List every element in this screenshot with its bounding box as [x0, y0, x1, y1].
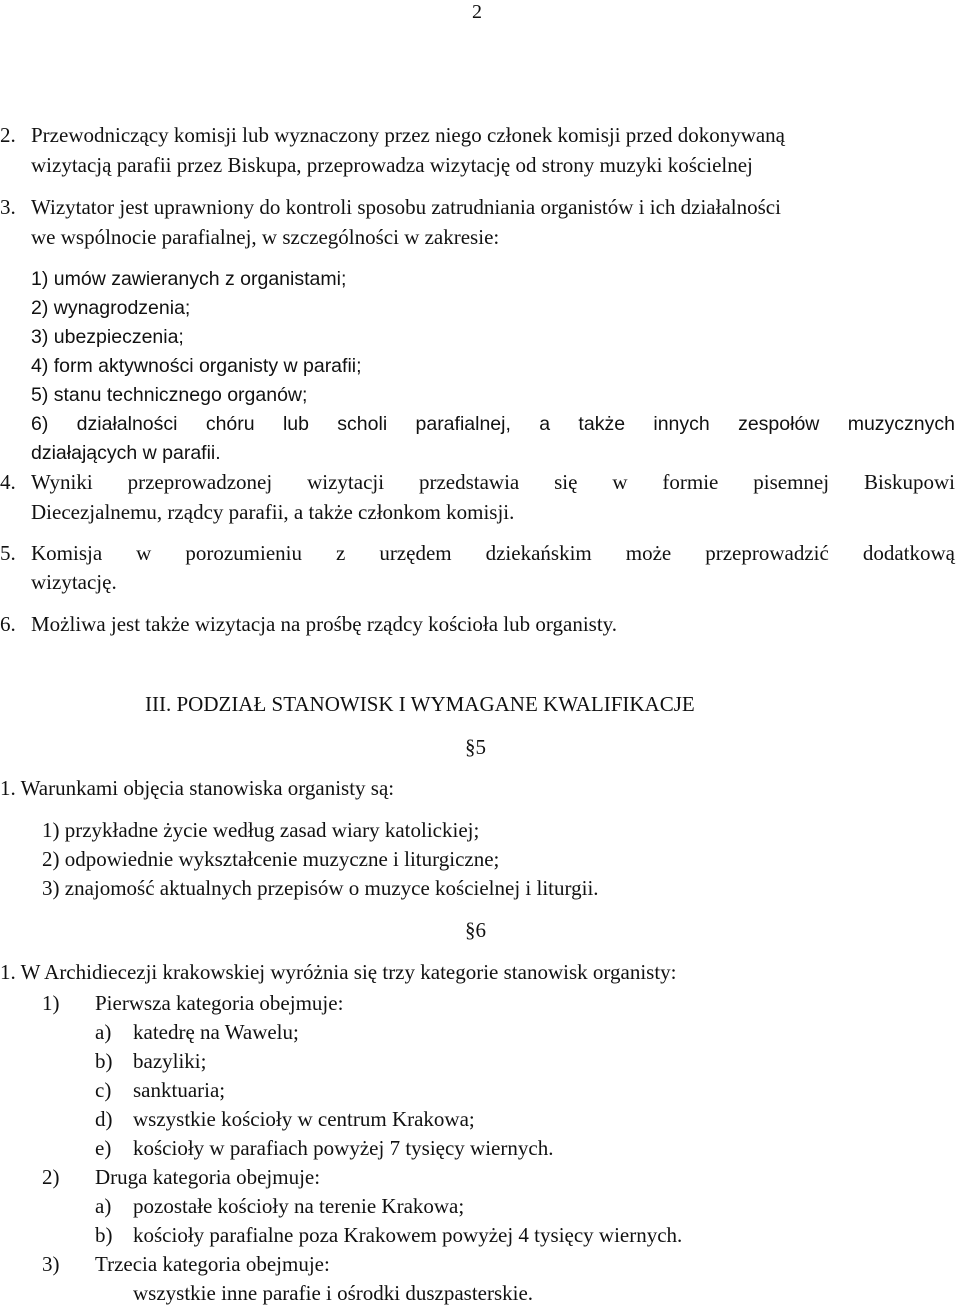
- section-3-item-2: 2) wynagrodzenia;: [31, 297, 191, 319]
- paragraph-5-intro: 1. Warunkami objęcia stanowiska organisty są:: [0, 776, 395, 800]
- category-1-item-text: katedrę na Wawelu;: [133, 1020, 299, 1044]
- section-3-item-6-continued: działających w parafii.: [31, 442, 221, 464]
- category-1-item-text: sanktuaria;: [133, 1078, 226, 1102]
- section-6-number: 6.: [0, 612, 16, 636]
- category-2-item-text: kościoły parafialne poza Krakowem powyżej 4 tysięcy wiernych.: [133, 1223, 683, 1247]
- category-3-number: 3): [42, 1252, 60, 1276]
- category-1-number: 1): [42, 991, 60, 1015]
- section-3-item-6: 6) działalności chóru lub scholi parafialnej, a także innych zespołów muzycznych: [31, 413, 955, 435]
- section-3-item-3: 3) ubezpieczenia;: [31, 326, 184, 348]
- section-3-item-4: 4) form aktywności organisty w parafii;: [31, 355, 362, 377]
- paragraph-5-mark: §5: [465, 735, 486, 759]
- section-3-line-2: we wspólnocie parafialnej, w szczególności w zakresie:: [31, 225, 500, 249]
- category-1-item-letter: b): [95, 1049, 113, 1073]
- category-2-label: Druga kategoria obejmuje:: [95, 1165, 321, 1189]
- paragraph-5-item-3: 3) znajomość aktualnych przepisów o muzyce kościelnej i liturgii.: [42, 876, 599, 900]
- section-5-number: 5.: [0, 541, 16, 565]
- section-4-line-2: Diecezjalnemu, rządcy parafii, a także członkom komisji.: [31, 500, 515, 524]
- category-2-item-letter: b): [95, 1223, 113, 1247]
- section-3-number: 3.: [0, 195, 16, 219]
- section-3-item-1: 1) umów zawieranych z organistami;: [31, 268, 347, 290]
- section-5-line-2: wizytację.: [31, 570, 117, 594]
- section-4-line-1: Wyniki przeprowadzonej wizytacji przedstawia się w formie pisemnej Biskupowi: [31, 470, 955, 494]
- section-5-line-1: Komisja w porozumieniu z urzędem dziekańskim może przeprowadzić dodatkową: [31, 541, 955, 565]
- category-1-item-letter: a): [95, 1020, 112, 1044]
- section-2-line-1: Przewodniczący komisji lub wyznaczony przez niego członek komisji przed dokonywaną: [31, 123, 786, 147]
- category-1-item-letter: c): [95, 1078, 112, 1102]
- category-3-label: Trzecia kategoria obejmuje:: [95, 1252, 330, 1276]
- paragraph-5-item-2: 2) odpowiednie wykształcenie muzyczne i liturgiczne;: [42, 847, 500, 871]
- section-3-item-5: 5) stanu technicznego organów;: [31, 384, 308, 406]
- paragraph-6-intro: 1. W Archidiecezji krakowskiej wyróżnia się trzy kategorie stanowisk organisty:: [0, 960, 677, 984]
- page-number: 2: [472, 1, 482, 23]
- section-2-number: 2.: [0, 123, 16, 147]
- section-4-number: 4.: [0, 470, 16, 494]
- section-6-line-1: Możliwa jest także wizytacja na prośbę rządcy kościoła lub organisty.: [31, 612, 618, 636]
- category-1-item-letter: d): [95, 1107, 113, 1131]
- category-2-item-letter: a): [95, 1194, 112, 1218]
- paragraph-6-mark: §6: [465, 918, 486, 942]
- category-1-label: Pierwsza kategoria obejmuje:: [95, 991, 344, 1015]
- chapter-heading: III. PODZIAŁ STANOWISK I WYMAGANE KWALIFIKACJE: [145, 692, 695, 716]
- category-2-number: 2): [42, 1165, 60, 1189]
- section-3-line-1: Wizytator jest uprawniony do kontroli sposobu zatrudniania organistów i ich działalności: [31, 195, 781, 219]
- category-1-item-text: kościoły w parafiach powyżej 7 tysięcy wiernych.: [133, 1136, 554, 1160]
- paragraph-5-item-1: 1) przykładne życie według zasad wiary katolickiej;: [42, 818, 480, 842]
- category-3-text: wszystkie inne parafie i ośrodki duszpasterskie.: [133, 1281, 534, 1305]
- category-1-item-text: wszystkie kościoły w centrum Krakowa;: [133, 1107, 475, 1131]
- category-1-item-letter: e): [95, 1136, 112, 1160]
- category-2-item-text: pozostałe kościoły na terenie Krakowa;: [133, 1194, 465, 1218]
- category-1-item-text: bazyliki;: [133, 1049, 207, 1073]
- section-2-line-2: wizytacją parafii przez Biskupa, przeprowadza wizytację od strony muzyki kościelnej: [31, 153, 753, 177]
